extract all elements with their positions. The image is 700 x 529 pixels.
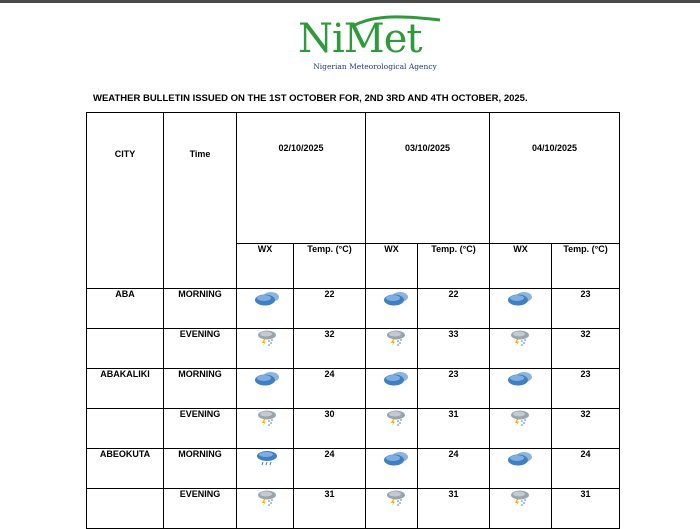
temp-cell: 24 [552, 449, 620, 489]
temp-cell: 22 [418, 289, 490, 329]
thunderstorm-icon [506, 409, 534, 427]
wx-cell [237, 369, 294, 409]
city-header: CITY [87, 113, 164, 289]
temp-cell: 23 [552, 369, 620, 409]
temp-cell: 31 [418, 409, 490, 449]
time-cell: MORNING [164, 369, 237, 409]
city-cell [87, 409, 164, 449]
wx-cell [366, 329, 418, 369]
cloudy-icon [382, 369, 410, 387]
thunderstorm-icon [253, 409, 281, 427]
table-row [87, 329, 620, 369]
table-row [87, 449, 620, 489]
time-header: Time [164, 113, 237, 289]
wx-cell [490, 489, 552, 529]
wx-cell [490, 409, 552, 449]
wx-cell [366, 449, 418, 489]
top-border [0, 0, 700, 3]
wx-cell [490, 449, 552, 489]
cloudy-icon [506, 289, 534, 307]
time-cell: EVENING [164, 329, 237, 369]
wx-cell [366, 289, 418, 329]
wx-cell [237, 409, 294, 449]
temp-cell: 32 [552, 329, 620, 369]
city-cell [87, 329, 164, 369]
wx-cell [237, 329, 294, 369]
thunderstorm-icon [253, 329, 281, 347]
table-row [87, 489, 620, 529]
thunderstorm-icon [506, 489, 534, 507]
temp-cell: 24 [294, 449, 366, 489]
wx-cell [490, 369, 552, 409]
time-cell: MORNING [164, 289, 237, 329]
nimet-logo [295, 12, 455, 74]
thunderstorm-icon [382, 409, 410, 427]
wx-header: WX [237, 244, 294, 289]
city-cell: ABA [87, 289, 164, 329]
cloudy-icon [506, 449, 534, 467]
temp-cell: 24 [294, 369, 366, 409]
table-row [87, 289, 620, 329]
temp-cell: 24 [418, 449, 490, 489]
time-cell: MORNING [164, 449, 237, 489]
temp-cell: 31 [294, 489, 366, 529]
forecast-table [86, 112, 620, 529]
date-header: 02/10/2025 [237, 113, 366, 244]
date-header: 03/10/2025 [366, 113, 490, 244]
cloudy-icon [253, 289, 281, 307]
time-cell: EVENING [164, 489, 237, 529]
thunderstorm-icon [253, 489, 281, 507]
city-cell: ABAKALIKI [87, 369, 164, 409]
cloudy-icon [506, 369, 534, 387]
thunderstorm-icon [382, 489, 410, 507]
wx-cell [237, 289, 294, 329]
table-row [87, 409, 620, 449]
city-cell [87, 489, 164, 529]
temp-header: Temp. (°C) [418, 244, 490, 289]
table-row [87, 369, 620, 409]
wx-header: WX [366, 244, 418, 289]
wx-cell [366, 369, 418, 409]
temp-cell: 23 [552, 289, 620, 329]
temp-cell: 23 [418, 369, 490, 409]
time-cell: EVENING [164, 409, 237, 449]
logo-text: NiMet [298, 16, 422, 62]
wx-cell [237, 489, 294, 529]
wx-cell [490, 289, 552, 329]
city-cell: ABEOKUTA [87, 449, 164, 489]
rain-icon [253, 449, 281, 467]
temp-header: Temp. (°C) [294, 244, 366, 289]
temp-cell: 30 [294, 409, 366, 449]
wx-cell [490, 329, 552, 369]
wx-cell [366, 409, 418, 449]
wx-header: WX [490, 244, 552, 289]
bulletin-title: WEATHER BULLETIN ISSUED ON THE 1ST OCTOBER FOR, 2ND 3RD AND 4TH OCTOBER, 2025. [93, 93, 528, 104]
temp-cell: 33 [418, 329, 490, 369]
temp-cell: 31 [418, 489, 490, 529]
logo-subtitle: Nigerian Meteorological Agency [313, 62, 437, 71]
temp-header: Temp. (°C) [552, 244, 620, 289]
wx-cell [366, 489, 418, 529]
temp-cell: 32 [552, 409, 620, 449]
temp-cell: 31 [552, 489, 620, 529]
cloudy-icon [253, 369, 281, 387]
wx-cell [237, 449, 294, 489]
date-header: 04/10/2025 [490, 113, 620, 244]
cloudy-icon [382, 449, 410, 467]
thunderstorm-icon [506, 329, 534, 347]
thunderstorm-icon [382, 329, 410, 347]
temp-cell: 32 [294, 329, 366, 369]
temp-cell: 22 [294, 289, 366, 329]
cloudy-icon [382, 289, 410, 307]
